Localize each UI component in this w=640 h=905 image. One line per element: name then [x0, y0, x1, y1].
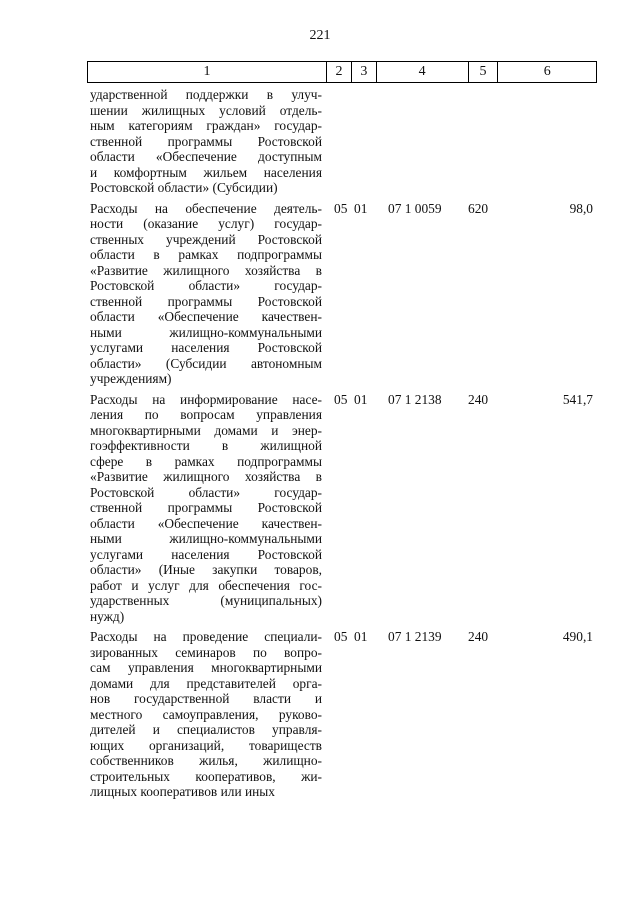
description-line: лищных кооперативов или иных: [90, 784, 275, 799]
expense-type-code: 620: [468, 200, 489, 216]
row-description: [90, 629, 322, 800]
description-line: области «Обеспечение качествен-: [90, 309, 322, 324]
description-line: местного самоуправления, руково-: [90, 706, 322, 722]
section-code: 05: [334, 391, 348, 407]
header-col-2: 2: [327, 62, 352, 82]
expense-type-code: 240: [468, 629, 489, 644]
section-code: 05: [334, 629, 348, 644]
header-col-5: 5: [469, 62, 499, 82]
description-line: учреждениям): [90, 371, 172, 386]
target-article-code: 07 1 2139: [388, 629, 442, 644]
description-line: ственной программы Ростовской: [90, 133, 322, 149]
table-header: [87, 61, 597, 83]
target-article-code: 07 1 0059: [388, 200, 442, 216]
description-line: ными жилищно-коммунальными: [90, 531, 322, 546]
description-line: ственной программы Ростовской: [90, 500, 322, 515]
amount-value: 98,0: [569, 200, 593, 216]
description-line: области в рамках подпрограммы: [90, 247, 322, 262]
amount-value: 490,1: [562, 629, 593, 644]
target-article-code: 07 1 2138: [388, 391, 442, 407]
expense-type-code: 240: [468, 391, 489, 407]
header-col-3: 3: [352, 62, 377, 82]
description-line: области» (Иные закупки товаров,: [90, 562, 322, 577]
description-line: строительных кооперативов, жи-: [90, 768, 322, 784]
subsection-code: 01: [354, 200, 368, 216]
amount-value: 541,7: [562, 391, 593, 407]
table-row: [90, 201, 597, 387]
description-line: собственников жилья, жилищно-: [90, 753, 322, 768]
description-line: шении жилищных условий отдель-: [90, 102, 322, 118]
description-line: ственной программы Ростовской: [90, 293, 322, 309]
description-line: ственных учреждений Ростовской: [90, 231, 322, 247]
description-line: ности (оказание услуг) государ-: [90, 216, 322, 231]
description-line: Ростовской области» (Субсидии): [90, 180, 278, 195]
page-number: 221: [309, 28, 331, 43]
subsection-code: 01: [354, 629, 368, 644]
description-line: услугами населения Ростовской: [90, 340, 322, 355]
description-line: зированных семинаров по вопро-: [90, 644, 322, 660]
description-line: домами для представителей орга-: [90, 675, 322, 691]
description-line: области «Обеспечение доступным: [90, 149, 322, 164]
description-line: ударственной поддержки в улуч-: [90, 87, 322, 102]
header-col-1: 1: [88, 62, 327, 82]
description-line: ющих организаций, товариществ: [90, 737, 322, 753]
table-row: [90, 87, 597, 196]
row-description: [90, 87, 322, 196]
header-col-6: 6: [543, 64, 551, 79]
description-line: области «Обеспечение качествен-: [90, 515, 322, 531]
description-line: ления по вопросам управления: [90, 407, 322, 422]
description-line: Расходы на информирование насе-: [90, 391, 322, 407]
table-row: [90, 392, 597, 625]
description-line: дителей и специалистов управля-: [90, 722, 322, 737]
description-line: нов государственной власти и: [90, 691, 322, 706]
description-line: сам управления многоквартирными: [90, 660, 322, 675]
description-line: области» (Субсидии автономным: [90, 355, 322, 371]
description-line: гоэффективности в жилищной: [90, 438, 322, 453]
description-line: работ и услуг для обеспечения гос-: [90, 577, 322, 593]
description-line: и комфортным жильем населения: [90, 164, 322, 180]
description-line: ударственных (муниципальных): [90, 593, 322, 608]
table-body: [90, 87, 597, 800]
description-line: «Развитие жилищного хозяйства в: [90, 469, 322, 484]
subsection-code: 01: [354, 391, 368, 407]
description-line: нужд): [90, 608, 125, 624]
header-col-4: 4: [377, 62, 469, 82]
description-line: Расходы на проведение специали-: [90, 629, 322, 644]
description-line: ными жилищно-коммунальными: [90, 324, 322, 340]
description-line: Ростовской области» государ-: [90, 278, 322, 293]
description-line: ным категориям граждан» государ-: [90, 118, 322, 133]
description-line: сфере в рамках подпрограммы: [90, 453, 322, 469]
description-line: услугами населения Ростовской: [90, 546, 322, 562]
row-description: [90, 201, 322, 387]
description-line: «Развитие жилищного хозяйства в: [90, 262, 322, 278]
description-line: многоквартирными домами и энер-: [90, 422, 322, 438]
table-row: [90, 629, 597, 800]
section-code: 05: [334, 200, 348, 216]
description-line: Расходы на обеспечение деятель-: [90, 200, 322, 216]
description-line: Ростовской области» государ-: [90, 484, 322, 500]
row-description: [90, 392, 322, 625]
